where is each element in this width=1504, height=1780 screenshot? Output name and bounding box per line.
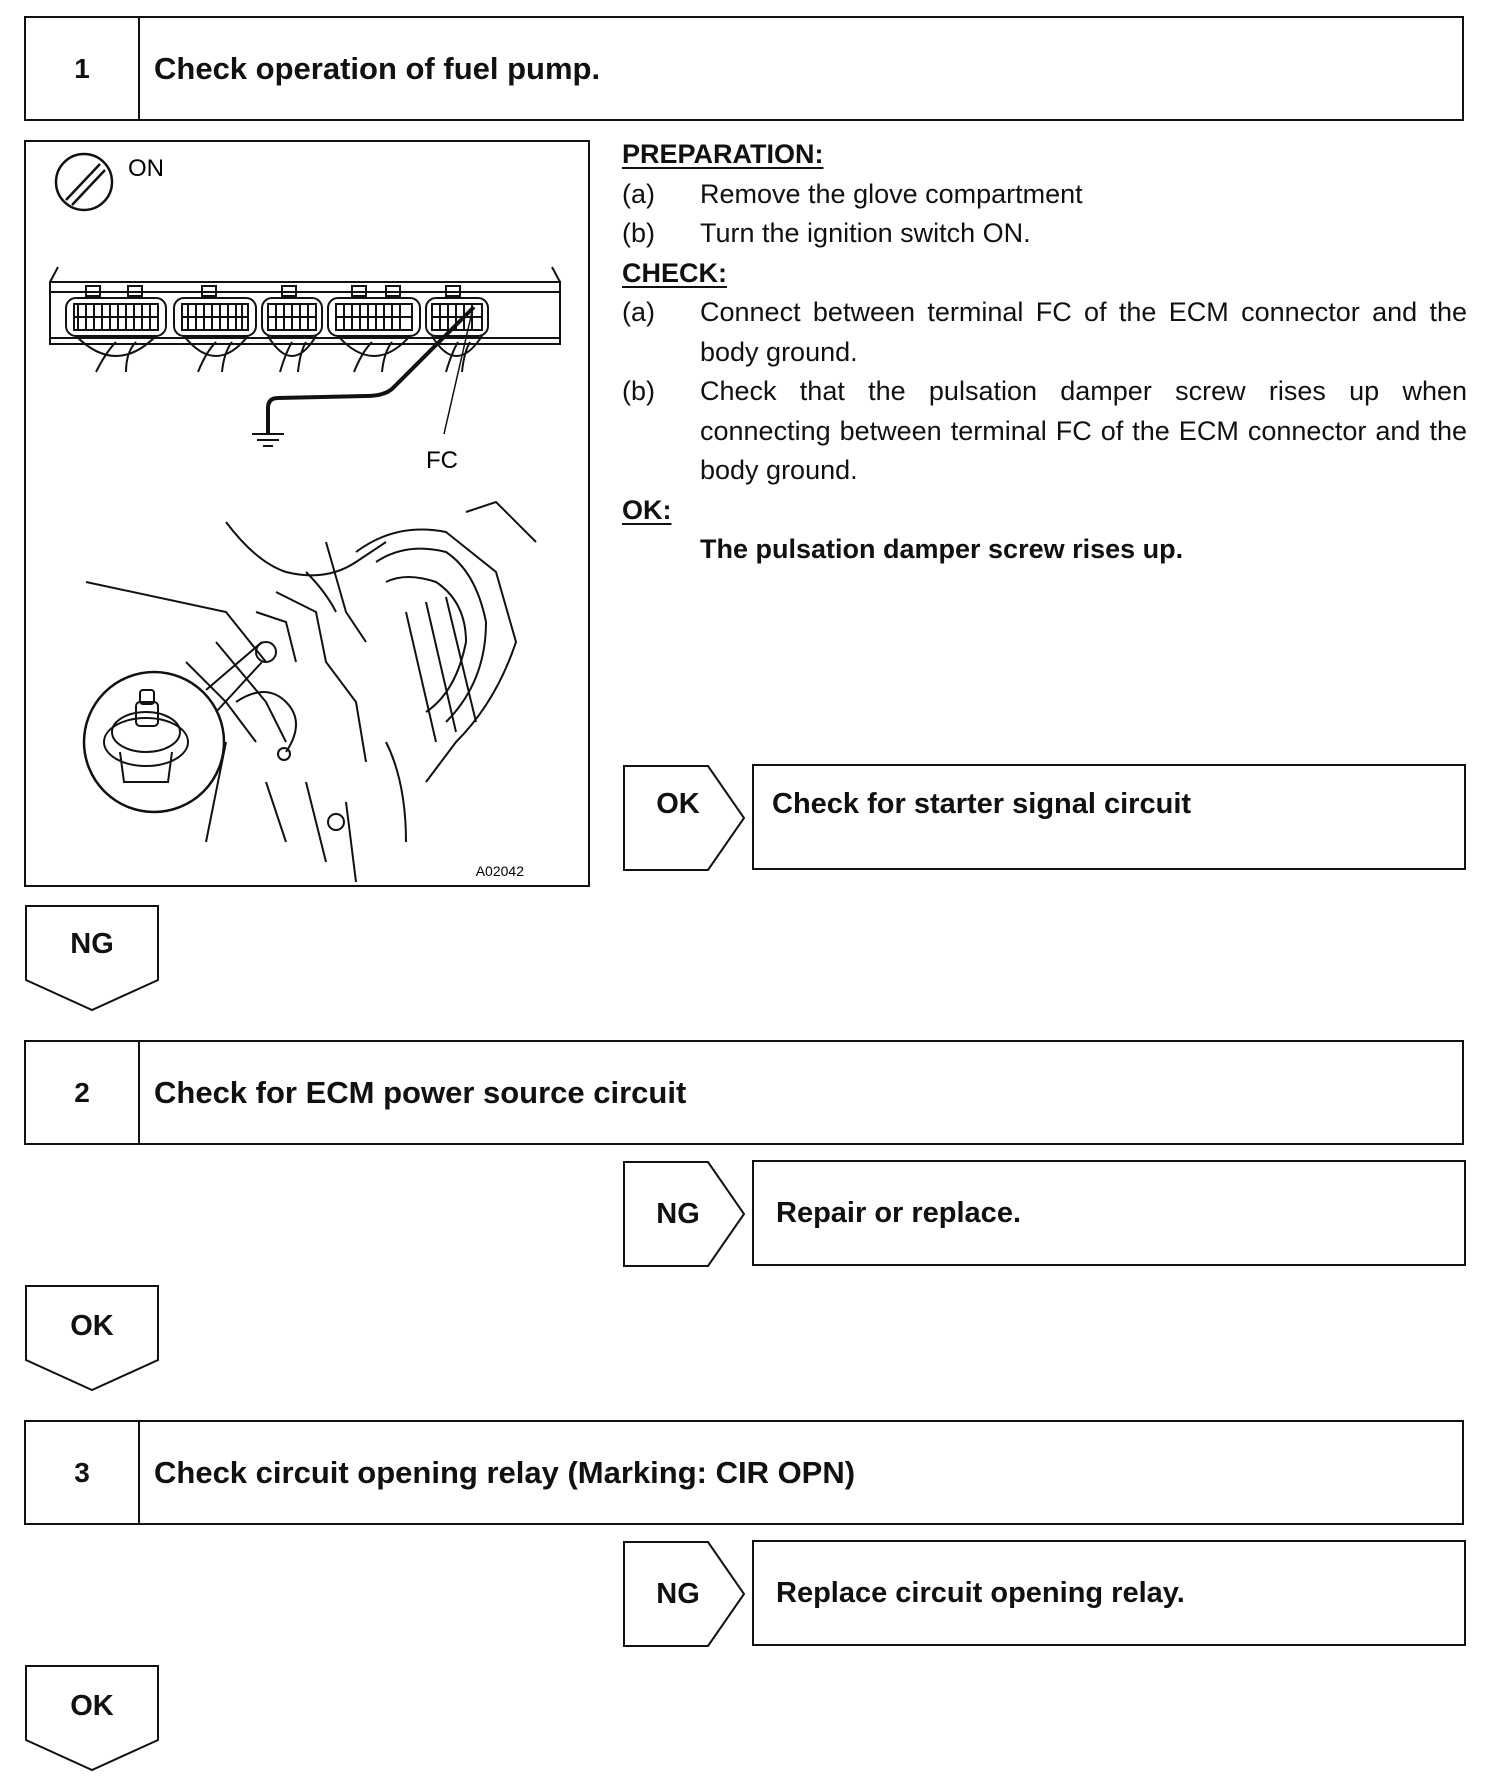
step-text: Turn the ignition switch ON. <box>700 218 1031 248</box>
step-1-ng-label: NG <box>70 928 114 960</box>
check-step <box>622 372 1467 491</box>
ignition-switch-icon <box>56 154 112 210</box>
step-2-number: 2 <box>26 1042 140 1143</box>
step-label: (b) <box>622 218 655 248</box>
step-2-ng-label: NG <box>656 1198 700 1230</box>
step-label: (a) <box>622 178 655 209</box>
step-3-ng-action: Replace circuit opening relay. <box>752 1540 1466 1646</box>
switch-label: ON <box>128 155 164 182</box>
engine-bay-icon <box>84 502 536 882</box>
check-heading: CHECK: <box>622 257 727 288</box>
step-3-ok-label: OK <box>70 1690 114 1722</box>
preparation-step <box>622 214 1467 254</box>
step-label: (b) <box>622 376 655 406</box>
ecm-connector-figure <box>24 140 590 887</box>
step-2-ng-action: Repair or replace. <box>752 1160 1466 1266</box>
figure-code: A02042 <box>475 863 524 879</box>
step-2-header <box>24 1040 1464 1145</box>
check-step <box>622 293 1467 372</box>
step-label: (a) <box>622 297 655 327</box>
procedure-text <box>622 135 1467 570</box>
step-3-ng-label: NG <box>656 1578 700 1610</box>
figure-illustration <box>26 142 588 885</box>
terminal-label: FC <box>426 447 458 474</box>
step-text: Check that the pulsation damper screw rises up when connecting between terminal FC of the ECM connector and the body ground. <box>700 376 1467 485</box>
step-1-header <box>24 16 1464 121</box>
step-3-title: Check circuit opening relay (Marking: CIR OPN) <box>154 1454 856 1490</box>
step-1-number: 1 <box>26 18 140 119</box>
ecm-connector-icon <box>50 267 560 372</box>
ok-result: The pulsation damper screw rises up. <box>700 534 1184 564</box>
ok-heading: OK: <box>622 494 672 525</box>
step-text: Remove the glove compartment <box>700 178 1083 209</box>
preparation-heading: PREPARATION: <box>622 139 824 169</box>
step-1-ok-label: OK <box>656 788 700 820</box>
step-3-header <box>24 1420 1464 1525</box>
preparation-step <box>622 175 1467 215</box>
step-2-ok-label: OK <box>70 1310 114 1342</box>
step-1-ok-action: Check for starter signal circuit <box>752 764 1466 870</box>
step-1-title: Check operation of fuel pump. <box>154 50 601 86</box>
step-3-number: 3 <box>26 1422 140 1523</box>
step-2-title: Check for ECM power source circuit <box>154 1074 687 1110</box>
step-text: Connect between terminal FC of the ECM connector and the body ground. <box>700 297 1467 367</box>
